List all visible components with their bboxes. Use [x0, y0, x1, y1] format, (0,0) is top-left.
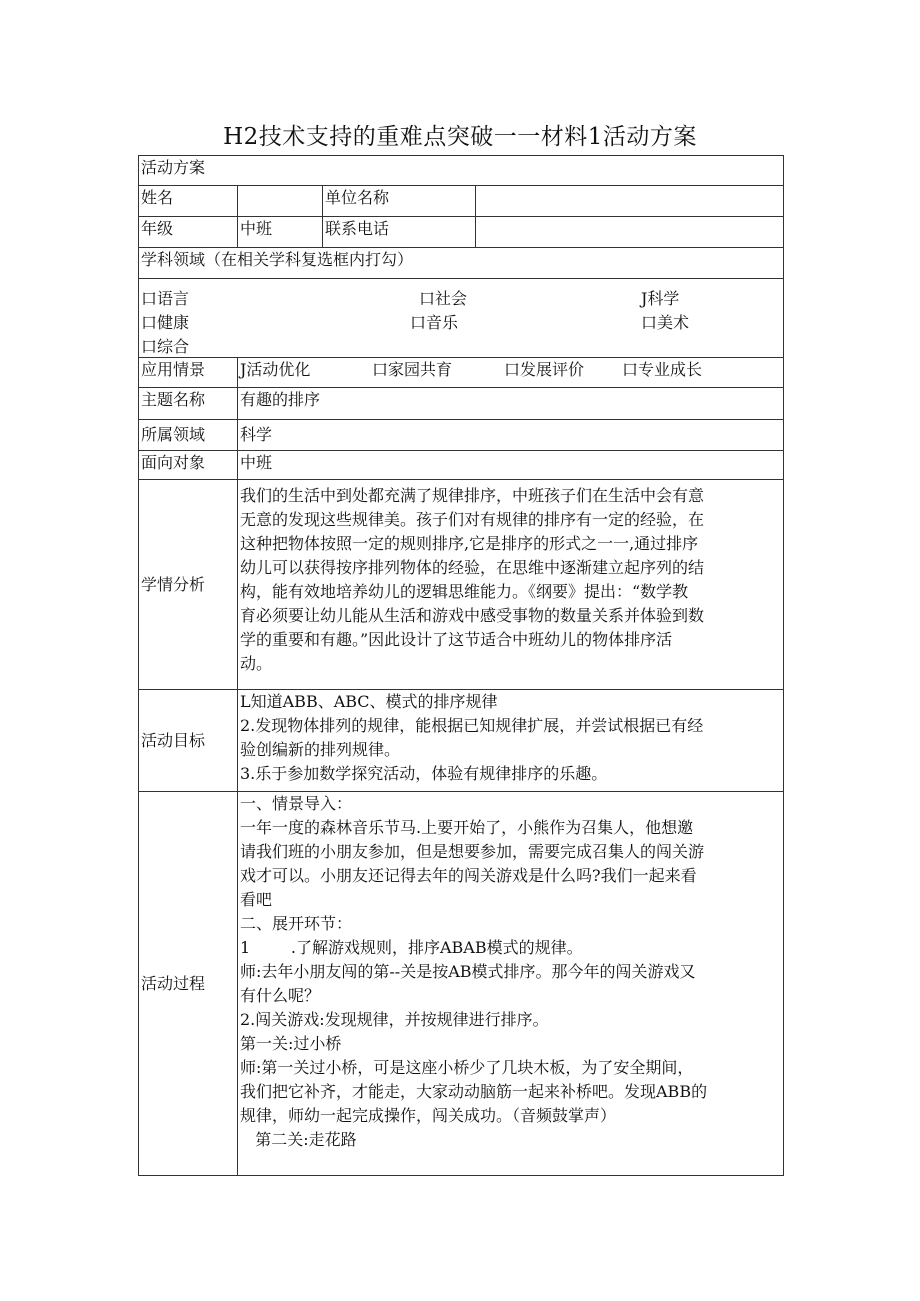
analysis-line: 构，能有效地培养幼儿的逻辑思维能力。《纲要》提出：“数学教 [240, 582, 689, 601]
domain-value: 科学 [238, 420, 784, 451]
analysis-line: 动。 [240, 654, 273, 673]
goals-label: 活动目标 [139, 690, 238, 792]
process-line: 师:第一关过小桥，可是这座小桥少了几块木板，为了安全期间， [240, 1058, 694, 1077]
subject-checkboxes [139, 279, 784, 358]
process-label: 活动过程 [139, 792, 238, 1176]
process-text [238, 792, 784, 1176]
process-line: 1 .了解游戏规则，排序ABAB模式的规律。 [240, 938, 583, 957]
process-line: 看吧 [240, 890, 273, 909]
unit-field[interactable] [476, 186, 784, 217]
name-field[interactable] [238, 186, 323, 217]
subject-checkbox-society[interactable]: 口社会 [419, 289, 468, 308]
process-line: 我们把它补齐，才能走，大家动动脑筋一起来补桥吧。发现ABB的 [240, 1082, 708, 1101]
subject-checkbox-science[interactable]: J科学 [641, 289, 680, 308]
theme-label: 主题名称 [139, 388, 238, 420]
table-header: 活动方案 [139, 156, 784, 186]
activity-plan-table [138, 155, 784, 1176]
subject-checkbox-integrated[interactable]: 口综合 [141, 337, 190, 356]
target-value: 中班 [238, 451, 784, 480]
theme-value: 有趣的排序 [238, 388, 784, 420]
name-label: 姓名 [139, 186, 238, 217]
phone-field[interactable] [476, 217, 784, 248]
process-line: 2.闯关游戏:发现规律，并按规律进行排序。 [240, 1010, 549, 1029]
process-line: 师:去年小朋友闯的第--关是按AB模式排序。那今年的闯关游戏又 [240, 962, 696, 981]
process-line: 一年一度的森林音乐节马.上要开始了，小熊作为召集人，他想邀 [240, 818, 694, 837]
goal-line: L知道ABB、ABC、模式的排序规律 [240, 692, 498, 711]
scenario-checkbox-evaluation[interactable]: 口发展评价 [504, 360, 585, 379]
scenario-options [238, 358, 784, 388]
goal-line: 2.发现物体排列的规律，能根据已知规律扩展，并尝试根据已有经 [240, 716, 704, 735]
analysis-line: 无意的发现这些规律美。孩子们对有规律的排序有一定的经验，在 [240, 510, 705, 529]
analysis-line: 育必须要让幼儿能从生活和游戏中感受事物的数量关系并体验到数 [240, 606, 705, 625]
analysis-label: 学情分析 [139, 480, 238, 690]
goals-text [238, 690, 784, 792]
phone-label: 联系电话 [323, 217, 476, 248]
subject-checkbox-music[interactable]: 口音乐 [410, 313, 459, 332]
goal-line: 3.乐于参加数学探究活动，体验有规律排序的乐趣。 [240, 764, 608, 783]
process-line: 戏才可以。小朋友还记得去年的闯关游戏是什么吗?我们一起来看 [240, 866, 697, 885]
process-line: 请我们班的小朋友参加，但是想要参加，需要完成召集人的闯关游 [240, 842, 705, 861]
scenario-checkbox-optimize[interactable]: J活动优化 [240, 360, 311, 379]
process-line: 一、情景导入： [240, 794, 353, 813]
process-line: 规律，师幼一起完成操作，闯关成功。（音频鼓掌声） [240, 1106, 617, 1125]
process-line: 二、展开环节： [240, 914, 353, 933]
goal-line: 验创编新的排列规律。 [240, 740, 401, 759]
analysis-line: 幼儿可以获得按序排列物体的经验，在思维中逐渐建立起序列的结 [240, 558, 705, 577]
document-title: H2技术支持的重难点突破一一材料1活动方案 [223, 124, 697, 150]
subject-checkbox-art[interactable]: 口美术 [641, 313, 690, 332]
analysis-text [238, 480, 784, 690]
process-line: 有什么呢？ [240, 986, 321, 1005]
scenario-label: 应用情景 [139, 358, 238, 388]
domain-label: 所属领域 [139, 420, 238, 451]
process-line: 第二关:走花路 [240, 1130, 357, 1149]
subject-header: 学科领域（在相关学科复选框内打勾） [139, 248, 784, 279]
scenario-checkbox-home[interactable]: 口家园共育 [372, 360, 453, 379]
unit-label: 单位名称 [323, 186, 476, 217]
target-label: 面向对象 [139, 451, 238, 480]
grade-label: 年级 [139, 217, 238, 248]
scenario-checkbox-growth[interactable]: 口专业成长 [622, 360, 703, 379]
analysis-line: 我们的生活中到处都充满了规律排序，中班孩子们在生活中会有意 [240, 486, 705, 505]
process-line: 第一关:过小桥 [240, 1034, 342, 1053]
analysis-line: 这种把物体按照一定的规则排序,它是排序的形式之一一,通过排序 [240, 534, 699, 553]
subject-checkbox-language[interactable]: 口语言 [141, 289, 190, 308]
subject-checkbox-health[interactable]: 口健康 [141, 313, 190, 332]
analysis-line: 学的重要和有趣。”因此设计了这节适合中班幼儿的物体排序活 [240, 630, 673, 649]
grade-field[interactable]: 中班 [238, 217, 323, 248]
